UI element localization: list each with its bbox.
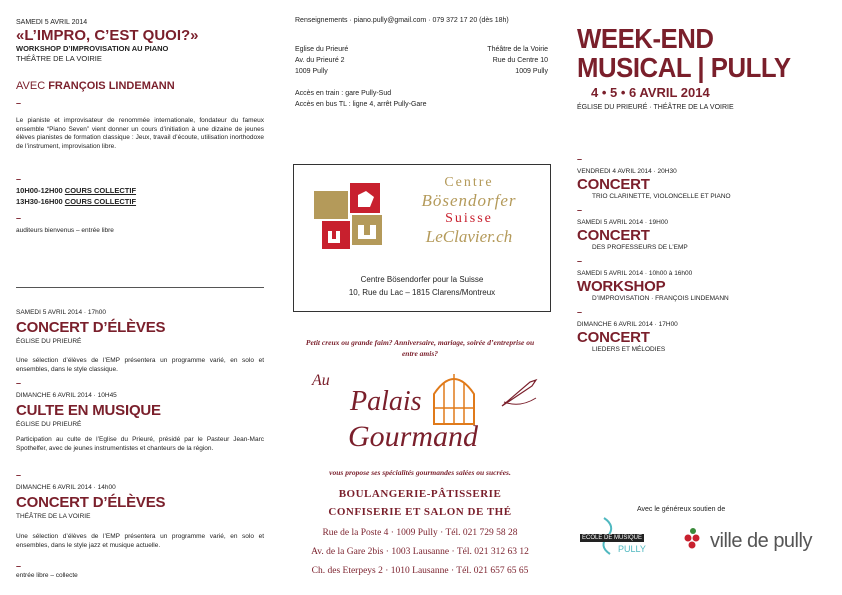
culte-date: DIMANCHE 6 AVRIL 2014 · 10H45 bbox=[16, 392, 117, 399]
event-title: CONCERT bbox=[577, 328, 650, 346]
access-line: Accès en train : gare Pully-Sud bbox=[295, 90, 392, 97]
support-text: Avec le généreux soutien de bbox=[637, 506, 726, 513]
grapes-icon bbox=[682, 526, 704, 552]
dash: – bbox=[16, 174, 22, 184]
dash: – bbox=[16, 378, 22, 388]
birdcage-icon bbox=[428, 368, 480, 426]
impro-slots bbox=[16, 185, 264, 207]
pen-flourish-icon bbox=[500, 378, 540, 408]
title-line: MUSICAL | PULLY bbox=[577, 52, 791, 83]
address-line: 1009 Pully bbox=[515, 68, 548, 75]
event-date: SAMEDI 5 AVRIL 2014 · 19H00 bbox=[577, 219, 669, 226]
address-line: Av. du Prieuré 2 bbox=[295, 57, 345, 64]
eleves1-description: Une sélection d’élèves de l’EMP présentera un programme varié, en solo et ensembles, dans le style classique. bbox=[16, 357, 264, 373]
logo-gourmand: Gourmand bbox=[348, 420, 479, 453]
event-subtitle: DES PROFESSEURS DE L’EMP bbox=[592, 243, 688, 251]
address-prieure bbox=[295, 44, 415, 77]
eleves1-date: SAMEDI 5 AVRIL 2014 · 17h00 bbox=[16, 309, 106, 316]
eleves1-title: CONCERT D’ÉLÈVES bbox=[16, 319, 166, 336]
culte-description: Participation au culte de l’Eglise du Prieuré, présidé par le Pasteur Jean-Marc Spothelfer, avec de jeunes instrumentistes et chanteurs de la région. bbox=[16, 436, 264, 452]
address-voirie bbox=[430, 44, 548, 77]
event-subtitle: TRIO CLARINETTE, VIOLONCELLE ET PIANO bbox=[592, 192, 731, 200]
bosendorfer-caption bbox=[294, 273, 550, 299]
dash: – bbox=[16, 470, 22, 480]
address-line: Eglise du Prieuré bbox=[295, 46, 349, 53]
dash: – bbox=[16, 213, 22, 223]
eleves2-venue: THÉÂTRE DE LA VOIRIE bbox=[16, 513, 91, 520]
caption-line: Centre Bösendorfer pour la Suisse bbox=[360, 275, 484, 284]
ville-name: ville de pully bbox=[710, 530, 812, 552]
main-venues: ÉGLISE DU PRIEURÉ · THÉÂTRE DE LA VOIRIE bbox=[577, 104, 734, 111]
dash: – bbox=[16, 561, 22, 571]
event-date: VENDREDI 4 AVRIL 2014 · 20H30 bbox=[577, 168, 677, 175]
event-title: WORKSHOP bbox=[577, 277, 666, 295]
event-item bbox=[577, 309, 827, 354]
eleves1-venue: ÉGLISE DU PRIEURÉ bbox=[16, 338, 82, 345]
eleves2-title: CONCERT D’ÉLÈVES bbox=[16, 494, 166, 511]
event-subtitle: D’IMPROVISATION · FRANÇOIS LINDEMANN bbox=[592, 294, 729, 302]
event-item bbox=[577, 258, 827, 303]
bosendorfer-logo-icon bbox=[314, 183, 384, 249]
shop-line: Av. de la Gare 2bis · 1003 Lausanne · Tél. 021 312 63 12 bbox=[311, 547, 529, 557]
slot2-time: 13H30-16H00 bbox=[16, 197, 63, 206]
logo-au: Au bbox=[312, 372, 330, 389]
impro-description: Le pianiste et improvisateur de renommée internationale, fondateur du fameux ensemble “Piano Seven” vient donner un cours d’initiation à une dizaine de jeunes élèves pianistes de formation classique : Jeux, travail d’écoute, utilisation inorthodoxe de l’instrument, improvisation libre. bbox=[16, 117, 264, 150]
dash: – bbox=[577, 154, 583, 164]
logo-line: Centre bbox=[444, 175, 494, 190]
event-date: DIMANCHE 6 AVRIL 2014 · 17H00 bbox=[577, 321, 678, 328]
palais-specialites: vous propose ses spécialités gourmandes salées ou sucrées. bbox=[329, 468, 511, 477]
impro-avec bbox=[16, 80, 264, 92]
event-item bbox=[577, 156, 827, 201]
main-dates: 4 • 5 • 6 AVRIL 2014 bbox=[591, 85, 710, 100]
contact-line: Renseignements · piano.pully@gmail.com · 079 372 17 20 (dès 18h) bbox=[295, 17, 509, 24]
logo-line: Suisse bbox=[445, 211, 493, 226]
emp-name: ECOLE DE MUSIQUE bbox=[582, 535, 643, 541]
impro-title: «L’IMPRO, C’EST QUOI?» bbox=[16, 27, 199, 44]
palais-tagline: Petit creux ou grande faim? Anniversaire, mariage, soirée d’entreprise ou entre amis? bbox=[305, 338, 535, 358]
dash: – bbox=[577, 307, 583, 317]
address-line: 1009 Pully bbox=[295, 68, 328, 75]
impro-note: auditeurs bienvenus – entrée libre bbox=[16, 227, 114, 234]
impro-subtitle: WORKSHOP D’IMPROVISATION AU PIANO bbox=[16, 44, 169, 53]
address-line: Rue du Centre 10 bbox=[492, 57, 548, 64]
event-title: CONCERT bbox=[577, 175, 650, 193]
title-line: WEEK-END bbox=[577, 23, 714, 54]
slot2-label: COURS COLLECTIF bbox=[64, 197, 137, 206]
ville-de-pully-logo bbox=[680, 524, 820, 558]
event-title: CONCERT bbox=[577, 226, 650, 244]
event-list bbox=[577, 156, 827, 354]
culte-venue: ÉGLISE DU PRIEURÉ bbox=[16, 421, 82, 428]
emp-logo bbox=[578, 516, 658, 556]
event-date: SAMEDI 5 AVRIL 2014 · 10h00 à 16h00 bbox=[577, 270, 693, 277]
avec-prefix: AVEC bbox=[16, 80, 46, 92]
impro-date: SAMEDI 5 AVRIL 2014 bbox=[16, 19, 88, 26]
slot1-time: 10H00-12H00 bbox=[16, 186, 63, 195]
event-item bbox=[577, 207, 827, 252]
culte-title: CULTE EN MUSIQUE bbox=[16, 402, 161, 419]
footer-note: entrée libre – collecte bbox=[16, 572, 78, 579]
impro-venue: THÉÂTRE DE LA VOIRIE bbox=[16, 54, 102, 63]
access-line: Accès en bus TL : ligne 4, arrêt Pully-Gare bbox=[295, 101, 427, 108]
address-line: Théâtre de la Voirie bbox=[487, 46, 548, 53]
shop-line: Ch. des Eterpeys 2 · 1010 Lausanne · Tél. 021 657 65 65 bbox=[311, 566, 529, 576]
bosendorfer-wordmark bbox=[394, 175, 544, 247]
avec-name: FRANÇOIS LINDEMANN bbox=[48, 80, 175, 92]
access-info bbox=[295, 88, 555, 110]
main-title bbox=[577, 24, 791, 82]
caption-line: 10, Rue du Lac – 1815 Clarens/Montreux bbox=[348, 288, 496, 297]
logo-line: LeClavier.ch bbox=[425, 227, 513, 246]
palais-line1: BOULANGERIE-PÂTISSERIE bbox=[338, 488, 502, 500]
eleves2-description: Une sélection d’élèves de l’EMP présentera un programme varié, en solo et ensembles, dans le style jazz et musique actuelle. bbox=[16, 533, 264, 549]
eleves2-date: DIMANCHE 6 AVRIL 2014 · 14h00 bbox=[16, 484, 116, 491]
logo-palais: Palais bbox=[350, 386, 422, 417]
shop-line: Rue de la Poste 4 · 1009 Pully · Tél. 021 729 58 28 bbox=[322, 528, 518, 538]
logo-line: Bösendorfer bbox=[421, 191, 517, 210]
palais-gourmand-logo bbox=[300, 366, 540, 462]
bosendorfer-ad bbox=[293, 164, 551, 312]
event-subtitle: LIEDERS ET MÉLODIES bbox=[592, 345, 666, 353]
dash: – bbox=[577, 256, 583, 266]
palais-line2: CONFISERIE ET SALON DE THÉ bbox=[328, 506, 512, 518]
slot1-label: COURS COLLECTIF bbox=[64, 186, 137, 195]
dash: – bbox=[16, 98, 22, 108]
dash: – bbox=[577, 205, 583, 215]
divider bbox=[16, 287, 264, 288]
emp-city: PULLY bbox=[618, 544, 646, 554]
palais-shops bbox=[294, 524, 546, 581]
